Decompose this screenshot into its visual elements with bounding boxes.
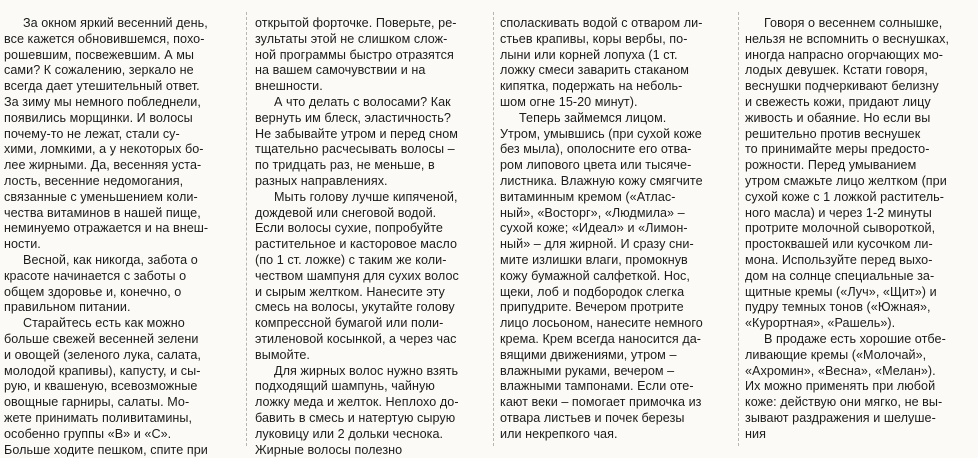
text-line: и сырым желтком. Нанесите эту — [255, 284, 445, 299]
text-line: смесь на волосы, укутайте голову — [255, 300, 455, 315]
text-line: Не забывайте утром и перед сном — [255, 126, 458, 141]
text-line: ного масла) и через 1-2 минуты — [745, 205, 932, 220]
text-column-2 — [255, 16, 487, 458]
text-line: В продаже есть хорошие отбе- — [745, 331, 946, 346]
text-line: решительно против веснушек — [745, 126, 921, 141]
text-line: вящими движениями, утром – — [500, 347, 677, 362]
text-line: чества витаминов в нашей пище, — [4, 205, 201, 220]
text-line: внешности. — [255, 79, 323, 94]
column-divider — [738, 12, 740, 446]
text-line: рожности. Перед умыванием — [745, 158, 917, 173]
text-line: ный» – для жирной. И сразу сни- — [500, 237, 694, 252]
text-line: компрессной бумагой или поли- — [255, 316, 444, 331]
text-line: ной программы быстро отразятся — [255, 47, 454, 62]
text-line: открытой форточке. Поверьте, ре- — [255, 16, 457, 30]
text-line: Утром, умывшись (при сухой коже — [500, 126, 702, 141]
text-line: Говоря о весеннем солнышке, — [745, 16, 943, 30]
text-line: ности. — [4, 237, 41, 252]
text-line: «Курортная», «Рашель»). — [745, 316, 896, 331]
text-line: чеством шампуня для сухих волос — [255, 268, 459, 283]
text-line: вымойте. — [255, 347, 310, 362]
text-line: ложку смеси заварить стаканом — [500, 63, 689, 78]
text-line: Жирные волосы полезно — [255, 442, 403, 457]
text-line: споласкивать водой с отваром ли- — [500, 16, 703, 30]
text-line: неминуемо отражается и на внеш- — [4, 221, 209, 236]
text-line: лость, весенние недомогания, — [4, 173, 184, 188]
text-line: почему-то не лежат, стали су- — [4, 126, 180, 141]
text-line: зывают раздражения и шелуше- — [745, 410, 936, 425]
text-line: правильном питании. — [4, 300, 131, 315]
text-line: без мыла), ополосните его отва- — [500, 142, 692, 157]
text-line: коже: действую они мягко, не вы- — [745, 395, 943, 410]
text-line: сами? К сожалению, зеркало не — [4, 63, 194, 78]
text-line: щитные кремы («Луч», «Щит») и — [745, 284, 937, 299]
text-line: ния — [745, 426, 766, 441]
column-divider — [246, 12, 248, 446]
text-line: красоте начинается с заботы о — [4, 268, 187, 283]
text-line: тщательно расчесывать волосы – — [255, 142, 455, 157]
text-line: больше свежей весенней зелени — [4, 331, 199, 346]
text-line: сухой коже; «Идеал» и «Лимон- — [500, 221, 688, 236]
text-line: мите излишки влаги, промокнув — [500, 252, 688, 267]
text-line: отвара листьев и почек березы — [500, 410, 685, 425]
text-line: подходящий шампунь, чайную — [255, 379, 435, 394]
text-line: щеки, лоб и подбородок слегка — [500, 284, 685, 299]
text-line: нельзя не вспомнить о веснушках, — [745, 31, 950, 46]
text-line: по тридцать раз, не меньше, в — [255, 158, 435, 173]
text-line: листника. Влажную кожу смягчите — [500, 173, 703, 188]
text-line: ливающие кремы («Молочай», — [745, 347, 927, 362]
text-line: на вашем самочувствии и на — [255, 63, 426, 78]
text-line: зультаты этой не слишком слож- — [255, 31, 448, 46]
text-line: овощные гарниры, салаты. Мо- — [4, 395, 190, 410]
text-line: рошевшим, посвежевшим. А мы — [4, 47, 195, 62]
text-line: Если волосы сухие, попробуйте — [255, 221, 443, 236]
text-line: Весной, как никогда, забота о — [4, 252, 198, 267]
text-line: хими, ломкими, а у некоторых бо- — [4, 142, 204, 157]
text-line: этиленовой косынкой, а через час — [255, 331, 457, 346]
text-line: всегда дает утешительный ответ. — [4, 79, 200, 94]
text-line: стьев крапивы, коры вербы, по- — [500, 31, 688, 46]
text-line: растительное и касторовое масло — [255, 237, 458, 252]
text-line: мона. Используйте перед выхо- — [745, 252, 933, 267]
text-line: рую, и квашеную, всевозможные — [4, 379, 198, 394]
text-line: сухой коже с 1 ложкой раститель- — [745, 189, 945, 204]
text-line: или некрепкого чая. — [500, 426, 618, 441]
text-line: кипятка, подержать на неболь- — [500, 79, 683, 94]
text-line: дом на солнце специальные за- — [745, 268, 935, 283]
text-line: протрите молочной сывороткой, — [745, 221, 936, 236]
text-line: кожу бумажной салфеткой. Нос, — [500, 268, 690, 283]
text-line: Больше ходите пешком, спите при — [4, 442, 208, 457]
text-line: веснушки подчеркивают белизну — [745, 79, 939, 94]
text-line: общем здоровье и, конечно, о — [4, 284, 182, 299]
text-line: вернуть им блеск, эластичность? — [255, 110, 451, 125]
text-line: ром липового цвета или тысяче- — [500, 158, 692, 173]
text-line: ный», «Восторг», «Людмила» – — [500, 205, 685, 220]
column-divider — [493, 12, 495, 446]
text-line: «Ахромин», «Весна», «Мелан»). — [745, 363, 936, 378]
text-line: утром смажьте лицо желтком (при — [745, 173, 947, 188]
text-line: простоквашей или кусочком ли- — [745, 237, 933, 252]
text-line: жете принимать поливитамины, — [4, 410, 193, 425]
text-line: лее жирными. Да, весенняя уста- — [4, 158, 202, 173]
text-line: Старайтесь есть как можно — [4, 316, 185, 331]
text-line: кают веки – помогает примочка из — [500, 395, 702, 410]
text-line: лыни или корней лопуха (1 ст. — [500, 47, 678, 62]
text-line: связанные с уменьшением коли- — [4, 189, 198, 204]
text-line: Их можно применять при любой — [745, 379, 936, 394]
text-line: припудрите. Вечером протрите — [500, 300, 684, 315]
text-line: живость и обаяние. Но если вы — [745, 110, 931, 125]
text-line: иногда напрасно огорчающих мо- — [745, 47, 944, 62]
text-line: ложку меда и желток. Неплохо до- — [255, 395, 459, 410]
text-line: то принимайте меры предосто- — [745, 142, 930, 157]
text-line: и овощей (зеленого лука, салата, — [4, 347, 201, 362]
text-line: Теперь займемся лицом. — [500, 110, 667, 125]
text-line: Для жирных волос нужно взять — [255, 363, 459, 378]
text-line: Мыть голову лучше кипяченой, — [255, 189, 458, 204]
text-line: За зиму мы немного побледнели, — [4, 94, 201, 109]
text-line: лодых девушек. Кстати говоря, — [745, 63, 928, 78]
text-line: влажными руками, вечером – — [500, 363, 675, 378]
text-line: влажными тампонами. Если оте- — [500, 379, 694, 394]
text-line: крема. Крем всегда наносится да- — [500, 331, 702, 346]
text-line: витаминным кремом («Атлас- — [500, 189, 676, 204]
text-line: (по 1 ст. ложке) с таким же коли- — [255, 252, 447, 267]
text-line: бавить в смесь и натертую сырую — [255, 410, 456, 425]
text-line: лицо лосьоном, нанесите немного — [500, 316, 703, 331]
text-line: и свежесть кожи, придают лицу — [745, 94, 931, 109]
text-line: молодой крапивы), капусту, и сы- — [4, 363, 201, 378]
text-line: все кажется обновившемся, похо- — [4, 31, 205, 46]
text-line: За окном яркий весенний день, — [4, 16, 208, 30]
text-line: шом огне 15-20 минут). — [500, 94, 638, 109]
text-line: пудру темных тонов («Южная», — [745, 300, 931, 315]
text-line: разных направлениях. — [255, 173, 388, 188]
text-column-1 — [4, 16, 236, 458]
text-column-4 — [745, 16, 973, 443]
text-line: луковицу или 2 дольки чеснока. — [255, 426, 444, 441]
text-line: дождевой или снеговой водой. — [255, 205, 437, 220]
text-column-3 — [500, 16, 732, 443]
text-line: А что делать с волосами? Как — [255, 94, 451, 109]
text-line: появились морщинки. И волосы — [4, 110, 193, 125]
text-line: особенно группы «В» и «С». — [4, 426, 172, 441]
